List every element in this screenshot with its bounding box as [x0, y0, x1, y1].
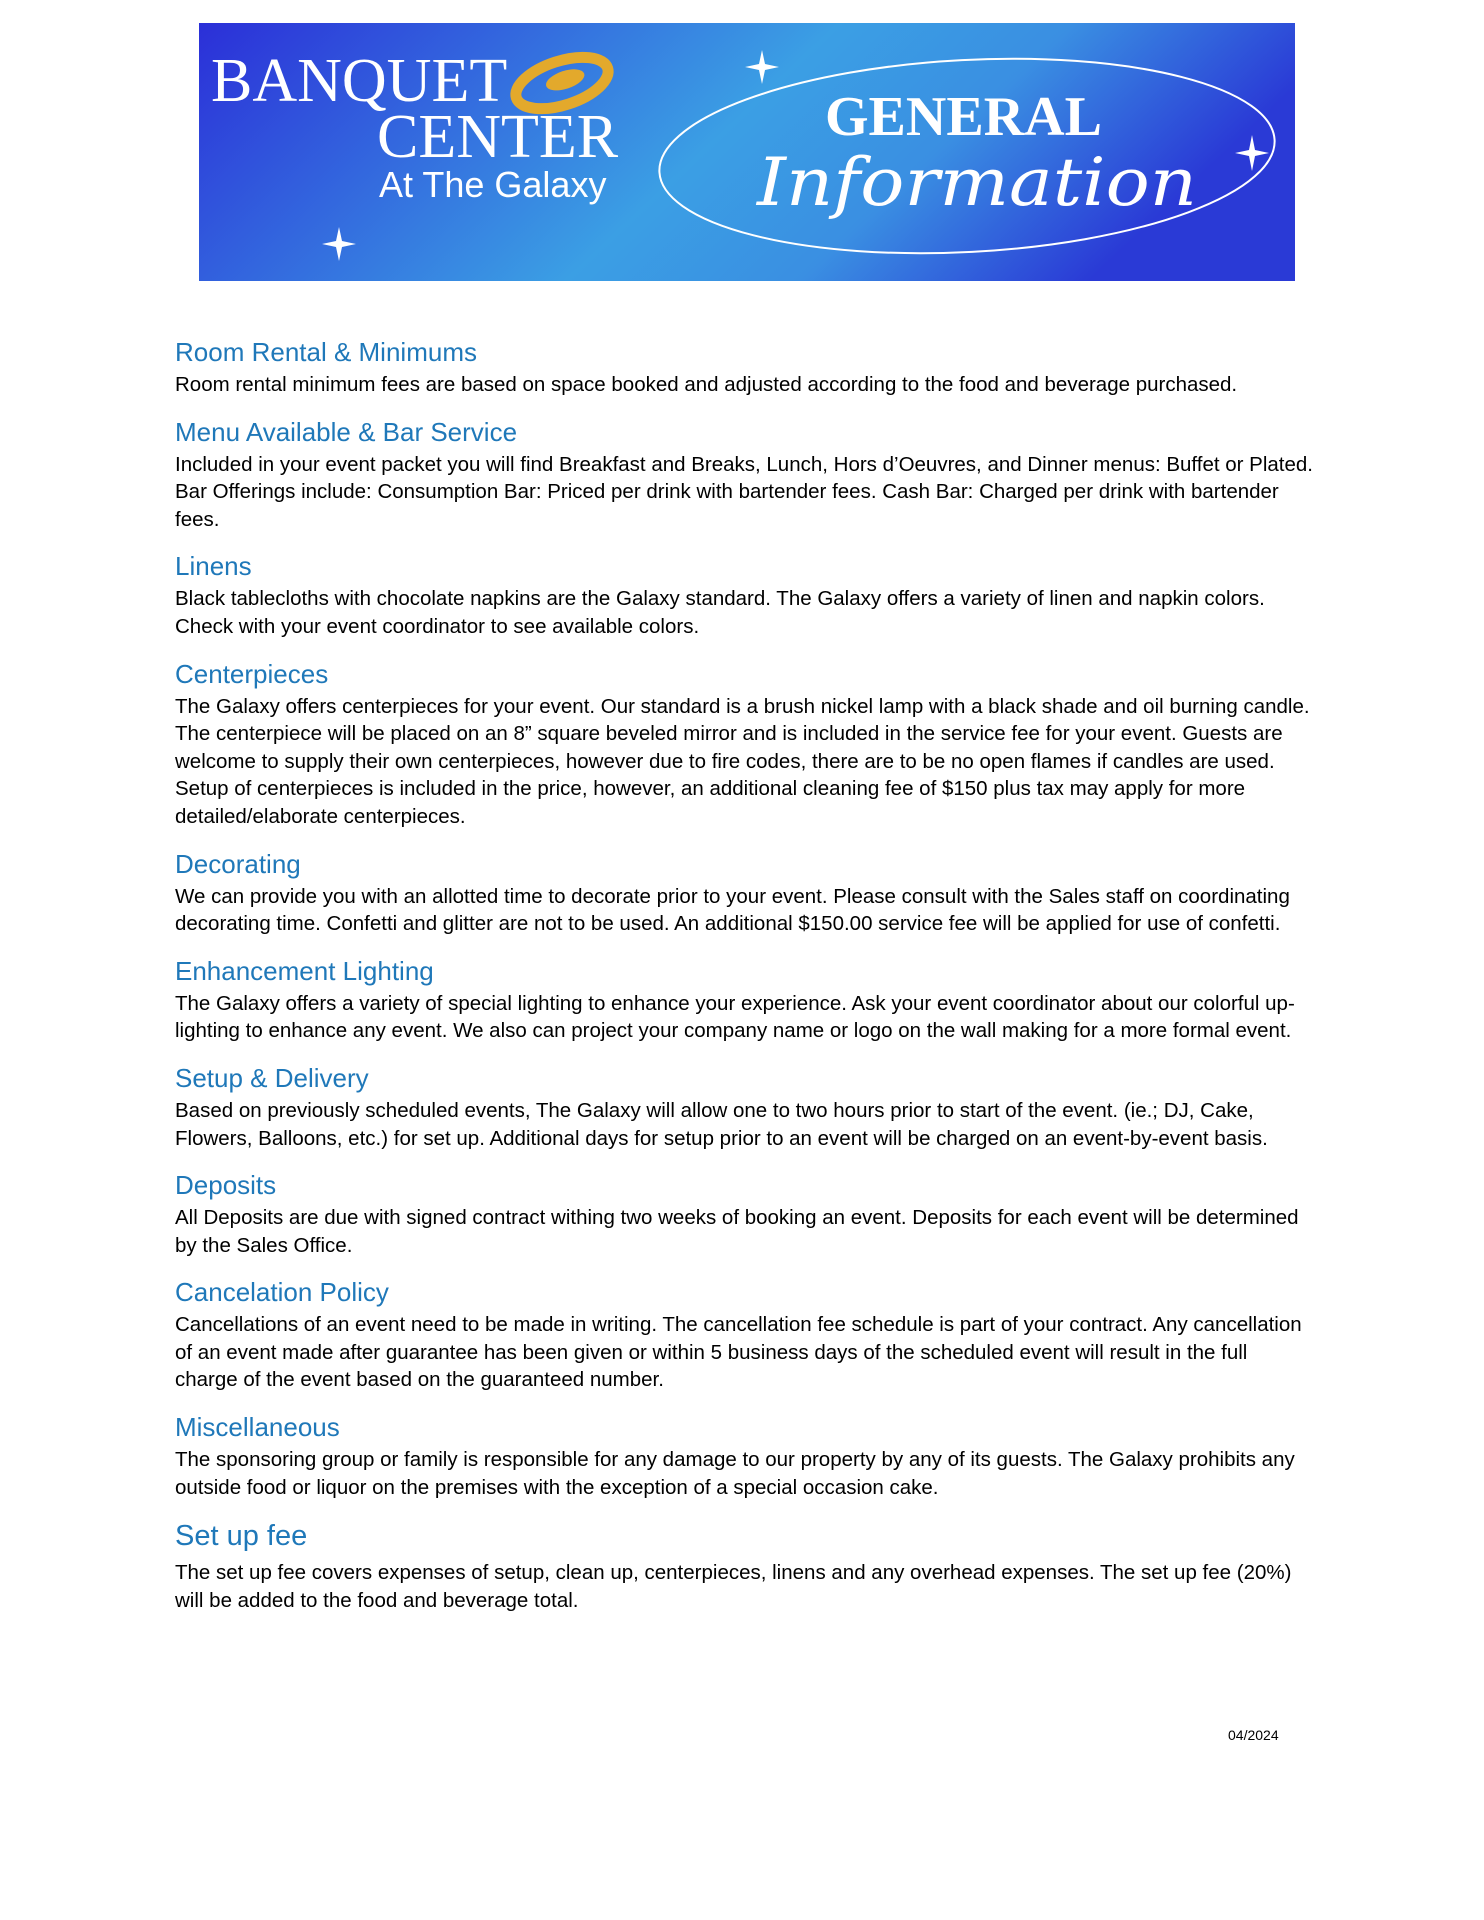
section-body: Cancellations of an event need to be made in writing. The cancellation fee schedule is part of your contract. Any cancellation of an event made after guarantee has been given or within 5 business days of the scheduled event will result in the full charge of the event based on the guaranteed number.	[175, 1313, 1302, 1392]
section-body: Black tablecloths with chocolate napkins are the Galaxy standard. The Galaxy offers a variety of linen and napkin colors. Check with your event coordinator to see available colors.	[175, 587, 1265, 638]
section-setup-delivery	[175, 1062, 1315, 1152]
section-centerpieces	[175, 658, 1315, 831]
section-cancelation-policy	[175, 1276, 1315, 1394]
section-body: The Galaxy offers centerpieces for your event. Our standard is a brush nickel lamp with a black shade and oil burning candle. The centerpiece will be placed on an 8” square beveled mirror and is included in the service fee for your event. Guests are welcome to supply their own centerpieces, however due to fire codes, there are to be no open flames if candles are used. Setup of centerpieces is included in the price, however, an additional cleaning fee of $150 plus tax may apply for more detailed/elaborate centerpieces.	[175, 694, 1310, 828]
heading-information-script: Information	[755, 144, 1197, 221]
section-title: Miscellaneous	[175, 1412, 340, 1443]
section-deposits	[175, 1169, 1315, 1259]
section-title: Decorating	[175, 848, 301, 879]
section-enhancement-lighting	[175, 955, 1315, 1045]
section-title: Linens	[175, 551, 252, 582]
section-title: Menu Available & Bar Service	[175, 416, 518, 447]
section-miscellaneous	[175, 1411, 1315, 1501]
section-title: Setup & Delivery	[175, 1062, 369, 1093]
header-banner	[199, 23, 1295, 281]
info-content	[175, 336, 1315, 1631]
section-body: The sponsoring group or family is responsible for any damage to our property by any of its guests. The Galaxy prohibits any outside food or liquor on the premises with the exception of a special occasion cake.	[175, 1448, 1295, 1499]
section-title: Room Rental & Minimums	[175, 337, 477, 367]
section-title: Enhancement Lighting	[175, 955, 434, 986]
heading-general: GENERAL	[825, 86, 1102, 148]
logo-center: CENTER	[377, 103, 619, 171]
section-title: Set up fee	[175, 1520, 308, 1553]
section-body: The Galaxy offers a variety of special lighting to enhance your experience. Ask your event coordinator about our colorful up-lighting to enhance any event. We also can project your company name or logo on the wall making for a more formal event.	[175, 991, 1295, 1043]
section-linens	[175, 550, 1315, 640]
section-menu-bar-service	[175, 416, 1315, 534]
section-room-rental	[175, 336, 1315, 399]
section-body: We can provide you with an allotted time to decorate prior to your event. Please consult with the Sales staff on coordinating decorating time. Confetti and glitter are not to be used. An additional $150.00 service fee will be applied for use of confetti.	[175, 884, 1290, 936]
logo-banquet: BANQUET	[211, 47, 508, 115]
section-title: Deposits	[175, 1170, 277, 1201]
section-body: Included in your event packet you will find Breakfast and Breaks, Lunch, Hors d’Oeuvres, and Dinner menus: Buffet or Plated. Bar Offerings include: Consumption Bar: Priced per drink with bartender fees. Cash Bar: Charged per drink with bartender fees.	[175, 452, 1313, 531]
section-title: Centerpieces	[175, 658, 329, 689]
section-set-up-fee	[175, 1518, 1315, 1614]
section-title: Cancelation Policy	[175, 1277, 389, 1308]
logo-at-the-galaxy: At The Galaxy	[379, 164, 607, 205]
section-body: All Deposits are due with signed contract withing two weeks of booking an event. Deposits for each event will be determined by the Sales Office.	[175, 1206, 1299, 1257]
section-decorating	[175, 848, 1315, 938]
section-body: Based on previously scheduled events, The Galaxy will allow one to two hours prior to start of the event. (ie.; DJ, Cake, Flowers, Balloons, etc.) for set up. Additional days for setup prior to an event will be charged on an event-by-event basis.	[175, 1098, 1268, 1150]
revision-date: 04/2024	[1228, 1727, 1279, 1743]
section-body: Room rental minimum fees are based on space booked and adjusted according to the food and beverage purchased.	[175, 373, 1238, 396]
section-body: The set up fee covers expenses of setup, clean up, centerpieces, linens and any overhead expenses. The set up fee (20%) will be added to the food and beverage total.	[175, 1561, 1292, 1612]
